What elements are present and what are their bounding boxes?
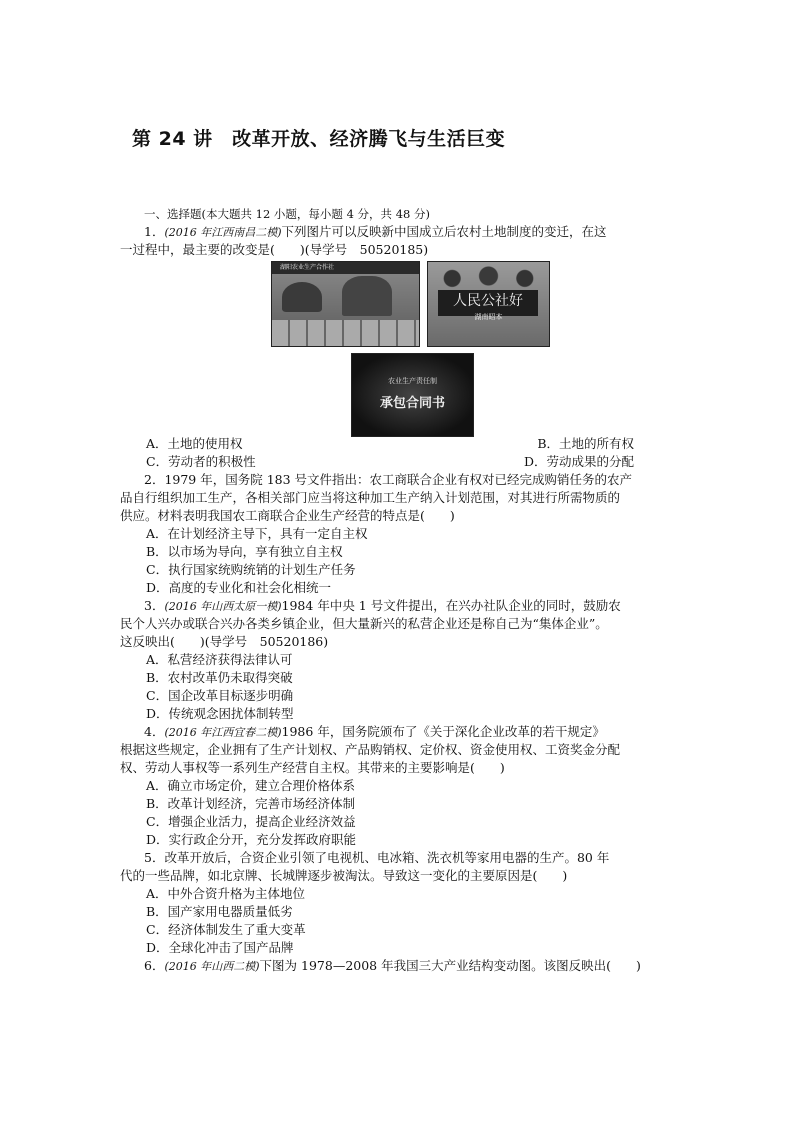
- question-3-line-3: 这反映出( )(导学号 50520186): [120, 634, 329, 649]
- option-d: D．实行政企分开，充分发挥政府职能: [146, 832, 357, 847]
- question-1-images: [120, 259, 680, 435]
- question-3-line-2: 民个人兴办或联合兴办各类乡镇企业，但大量新兴的私营企业还是称自己为“集体企业”。: [120, 616, 608, 631]
- question-1-options-row-2: [120, 453, 680, 471]
- option-b: B．以市场为导向，享有独立自主权: [146, 544, 343, 559]
- question-5-line-1: 5．改革开放后，合资企业引领了电视机、电冰箱、洗衣机等家用电器的生产。80 年: [144, 850, 610, 865]
- option-a: A．中外合资升格为主体地位: [146, 886, 306, 901]
- contract-certificate-image: 农业生产责任制 承包合同书: [351, 353, 474, 437]
- question-source: (2016 年山西太原一模): [164, 600, 282, 613]
- peoples-commune-poster-image: 人民公社好 湖南昭本: [427, 261, 550, 347]
- question-4-line-1: 4．(2016 年江西宜春二模)1986 年，国务院颁布了《关于深化企业改革的若干规定》: [144, 724, 605, 739]
- option-d: D．劳动成果的分配: [523, 454, 634, 469]
- option-b: B．土地的所有权: [537, 436, 634, 451]
- option-a: A．在计划经济主导下，具有一定自主权: [146, 526, 368, 541]
- option-c: C．增强企业活力，提高企业经济效益: [146, 814, 356, 829]
- question-2-line-1: 2．1979 年，国务院 183 号文件指出：农工商联合企业有权对已经完成购销任务的农产: [144, 472, 633, 487]
- option-d: D．全球化冲击了国产品牌: [146, 940, 294, 955]
- option-c: C．劳动者的积极性: [146, 454, 256, 469]
- section-header: 一、选择题(本大题共 12 小题，每小题 4 分，共 48 分): [144, 207, 430, 221]
- question-1-line-1: 1．(2016 年江西南昌二模)下列图片可以反映新中国成立后农村土地制度的变迁，在这: [144, 224, 607, 239]
- question-4-line-2: 根据这些规定，企业拥有了生产计划权、产品购销权、定价权、资金使用权、工资奖金分配: [120, 742, 621, 757]
- option-c: C．执行国家统购统销的计划生产任务: [146, 562, 356, 577]
- option-a: A．私营经济获得法律认可: [146, 652, 293, 667]
- option-b: B．改革计划经济，完善市场经济体制: [146, 796, 356, 811]
- option-b: B．农村改革仍未取得突破: [146, 670, 293, 685]
- question-1-line-2: 一过程中，最主要的改变是( )(导学号 50520185): [120, 242, 429, 257]
- question-6-line-1: 6．(2016 年山西二模)下图为 1978—2008 年我国三大产业结构变动图。该图反映出( ): [144, 958, 641, 973]
- question-2-line-2: 品自行组织加工生产，各相关部门应当将这种加工生产纳入计划范围，对其进行所需物质的: [120, 490, 621, 505]
- option-d: D．高度的专业化和社会化相统一: [146, 580, 332, 595]
- cooperative-poster-image: 湖阳农业生产合作社: [271, 261, 420, 347]
- question-source: (2016 年山西二模): [164, 960, 260, 973]
- question-5-line-2: 代的一些品牌，如北京牌、长城牌逐步被淘汰。导致这一变化的主要原因是( ): [120, 868, 568, 883]
- option-a: A．土地的使用权: [146, 436, 243, 451]
- question-2-line-3: 供应。材料表明我国农工商联合企业生产经营的特点是( ): [120, 508, 455, 523]
- option-c: C．国企改革目标逐步明确: [146, 688, 294, 703]
- question-list: [120, 205, 680, 975]
- question-4-line-3: 权、劳动人事权等一系列生产经营自主权。其带来的主要影响是( ): [120, 760, 505, 775]
- option-d: D．传统观念困扰体制转型: [146, 706, 294, 721]
- question-source: (2016 年江西宜春二模): [164, 726, 282, 739]
- question-source: (2016 年江西南昌二模): [164, 226, 282, 239]
- option-a: A．确立市场定价，建立合理价格体系: [146, 778, 356, 793]
- option-c: C．经济体制发生了重大变革: [146, 922, 306, 937]
- page-title: 第 24 讲 改革开放、经济腾飞与生活巨变: [132, 128, 506, 150]
- question-1-options-row-1: [120, 435, 680, 453]
- question-3-line-1: 3．(2016 年山西太原一模)1984 年中央 1 号文件提出，在兴办社队企业的同时，鼓励农: [144, 598, 621, 613]
- option-b: B．国产家用电器质量低劣: [146, 904, 293, 919]
